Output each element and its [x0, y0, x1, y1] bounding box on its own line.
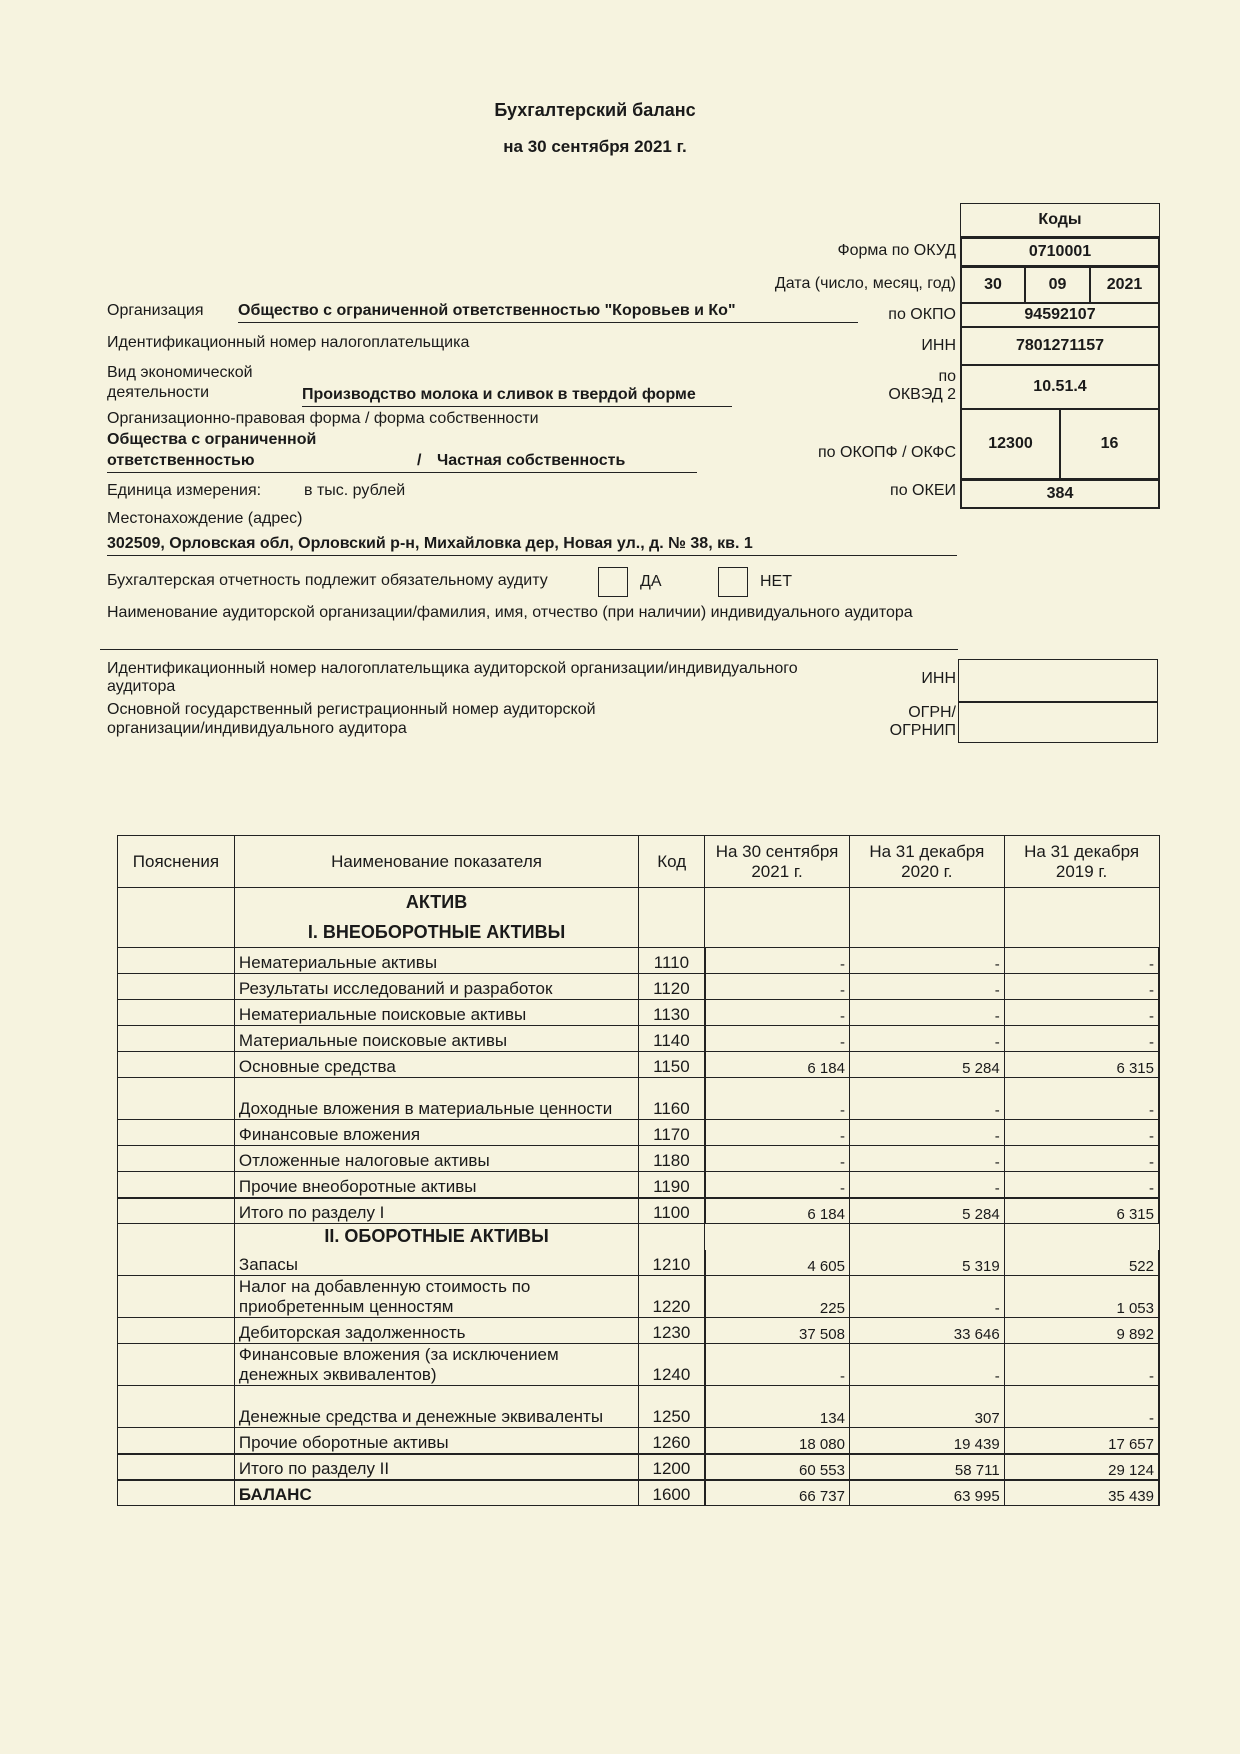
row-code: 1170: [639, 1120, 705, 1146]
row-name: Прочие внеоборотные активы: [234, 1172, 638, 1198]
col-2020: На 31 декабря 2020 г.: [849, 836, 1004, 888]
row-value-2020: 307: [849, 1386, 1004, 1428]
document-subtitle: на 30 сентября 2021 г.: [503, 137, 687, 156]
taxpayer-id-label: Идентификационный номер налогоплательщика: [107, 334, 470, 351]
row-value-2020: -: [849, 1078, 1004, 1120]
okved-label-1: по: [938, 368, 956, 385]
table-row: [118, 1172, 1160, 1198]
row-value-2019: 6 315: [1004, 1052, 1159, 1078]
row-value-2021: -: [705, 1146, 850, 1172]
address-value: 302509, Орловская обл, Орловский р-н, Михайловка дер, Новая ул., д. № 38, кв. 1: [107, 535, 957, 556]
table-row: [118, 1318, 1160, 1344]
row-value-2019: 9 892: [1004, 1318, 1159, 1344]
section-2-title: II. ОБОРОТНЫЕ АКТИВЫ: [234, 1224, 638, 1250]
row-code: 1140: [639, 1026, 705, 1052]
row-value-2019: 1 053: [1004, 1276, 1159, 1318]
row-name: Отложенные налоговые активы: [234, 1146, 638, 1172]
row-name: Нематериальные активы: [234, 948, 638, 974]
table-row: [118, 1454, 1160, 1480]
section-1-title: I. ВНЕОБОРОТНЫЕ АКТИВЫ: [234, 918, 638, 948]
row-value-2020: -: [849, 1172, 1004, 1198]
date-month: 09: [1025, 267, 1090, 303]
okei-code: 384: [960, 479, 1160, 509]
auditor-inn-box[interactable]: [958, 659, 1158, 702]
table-row: [118, 1078, 1160, 1120]
row-value-2019: 17 657: [1004, 1428, 1159, 1454]
audit-yes-label: ДА: [640, 573, 662, 590]
org-label: Организация: [107, 302, 204, 319]
legal-form-slash: /: [417, 452, 422, 469]
row-name: Материальные поисковые активы: [234, 1026, 638, 1052]
org-name: Общество с ограниченной ответственностью "Коровьев и Ко": [238, 302, 858, 323]
table-row: [118, 1250, 1160, 1276]
ogrn-code-label-2: ОГРНИП: [889, 722, 956, 739]
row-value-2020: 33 646: [849, 1318, 1004, 1344]
table-row: [118, 1198, 1160, 1224]
row-value-2021: -: [705, 1172, 850, 1198]
table-row: [118, 948, 1160, 974]
row-value-2019: -: [1004, 974, 1159, 1000]
row-value-2021: 225: [705, 1276, 850, 1318]
date-day: 30: [960, 267, 1025, 303]
date-year: 2021: [1090, 267, 1160, 303]
address-label: Местонахождение (адрес): [107, 510, 303, 527]
audit-yes-checkbox[interactable]: [598, 567, 628, 597]
row-code: 1250: [639, 1386, 705, 1428]
ogrn-label-1: Основной государственный регистрационный номер аудиторской: [107, 701, 596, 718]
auditor-inn-label-2: аудитора: [107, 678, 176, 695]
table-row: [118, 1386, 1160, 1428]
row-code: 1180: [639, 1146, 705, 1172]
ownership-value: Частная собственность: [437, 452, 626, 469]
auditor-name-line: [100, 648, 958, 650]
table-row: [118, 1344, 1160, 1386]
row-value-2019: 6 315: [1004, 1198, 1159, 1224]
row-value-2019: -: [1004, 1146, 1159, 1172]
row-code: 1160: [639, 1078, 705, 1120]
row-code: 1100: [639, 1198, 705, 1224]
row-value-2019: 522: [1004, 1250, 1159, 1276]
row-value-2021: 66 737: [705, 1480, 850, 1506]
row-value-2020: 5 319: [849, 1250, 1004, 1276]
row-name: Дебиторская задолженность: [234, 1318, 638, 1344]
row-code: 1260: [639, 1428, 705, 1454]
inn-label: ИНН: [921, 337, 956, 354]
row-name: Денежные средства и денежные эквиваленты: [234, 1386, 638, 1428]
okud-code: 0710001: [960, 237, 1160, 267]
row-value-2021: 37 508: [705, 1318, 850, 1344]
row-value-2021: -: [705, 1120, 850, 1146]
row-value-2019: -: [1004, 1172, 1159, 1198]
row-value-2019: -: [1004, 1120, 1159, 1146]
row-code: 1190: [639, 1172, 705, 1198]
balance-table: [117, 835, 1160, 1506]
row-name: Итого по разделу I: [234, 1198, 638, 1224]
unit-label: Единица измерения:: [107, 482, 262, 499]
audit-no-label: НЕТ: [760, 573, 792, 590]
okpo-code: 94592107: [960, 303, 1160, 327]
row-value-2020: -: [849, 1120, 1004, 1146]
ogrn-code-label-1: ОГРН/: [908, 704, 956, 721]
row-value-2021: 134: [705, 1386, 850, 1428]
row-code: 1120: [639, 974, 705, 1000]
row-name: Запасы: [234, 1250, 638, 1276]
unit-value: в тыс. рублей: [304, 482, 406, 499]
row-value-2020: 58 711: [849, 1454, 1004, 1480]
row-value-2021: -: [705, 974, 850, 1000]
row-value-2021: 18 080: [705, 1428, 850, 1454]
row-value-2020: -: [849, 1344, 1004, 1386]
inn-code: 7801271157: [960, 327, 1160, 365]
table-row: [118, 1146, 1160, 1172]
col-name: Наименование показателя: [234, 836, 638, 888]
row-code: 1230: [639, 1318, 705, 1344]
row-value-2020: -: [849, 1146, 1004, 1172]
row-value-2020: -: [849, 1026, 1004, 1052]
col-2021: На 30 сентября 2021 г.: [705, 836, 850, 888]
row-code: 1110: [639, 948, 705, 974]
okopf-code: 12300: [960, 409, 1060, 479]
row-code: 1200: [639, 1454, 705, 1480]
row-value-2019: 35 439: [1004, 1480, 1159, 1506]
audit-no-checkbox[interactable]: [718, 567, 748, 597]
okved-code: 10.51.4: [960, 365, 1160, 409]
row-value-2019: -: [1004, 1386, 1159, 1428]
row-value-2021: 6 184: [705, 1198, 850, 1224]
okei-label: по ОКЕИ: [890, 482, 956, 499]
row-value-2019: -: [1004, 1078, 1159, 1120]
table-row: [118, 1052, 1160, 1078]
okved-label-2: ОКВЭД 2: [888, 386, 956, 403]
row-value-2020: -: [849, 974, 1004, 1000]
row-value-2021: 60 553: [705, 1454, 850, 1480]
row-value-2019: -: [1004, 1000, 1159, 1026]
row-name: Результаты исследований и разработок: [234, 974, 638, 1000]
row-name: Прочие оборотные активы: [234, 1428, 638, 1454]
table-row: [118, 1480, 1160, 1506]
row-code: 1600: [639, 1480, 705, 1506]
audit-question: Бухгалтерская отчетность подлежит обязательному аудиту: [107, 572, 548, 589]
okopf-label: по ОКОПФ / ОКФС: [818, 444, 956, 461]
table-row: [118, 1428, 1160, 1454]
row-value-2020: 5 284: [849, 1052, 1004, 1078]
date-label: Дата (число, месяц, год): [774, 275, 956, 292]
row-value-2019: -: [1004, 948, 1159, 974]
ogrn-box[interactable]: [958, 702, 1158, 743]
legal-form-line-2: [107, 452, 697, 473]
row-value-2021: -: [705, 1000, 850, 1026]
row-value-2021: -: [705, 1078, 850, 1120]
row-value-2020: 63 995: [849, 1480, 1004, 1506]
row-value-2020: -: [849, 948, 1004, 974]
legal-form-label: Организационно-правовая форма / форма собственности: [107, 410, 539, 427]
row-value-2019: -: [1004, 1026, 1159, 1052]
document-title: Бухгалтерский баланс: [494, 100, 696, 120]
row-name: Финансовые вложения: [234, 1120, 638, 1146]
table-row: [118, 1000, 1160, 1026]
codes-header: Коды: [960, 203, 1160, 237]
table-row: [118, 974, 1160, 1000]
activity-value: Производство молока и сливок в твердой форме: [302, 386, 732, 407]
okud-label: Форма по ОКУД: [837, 242, 956, 259]
row-value-2020: -: [849, 1000, 1004, 1026]
okfs-code: 16: [1060, 409, 1160, 479]
row-value-2021: -: [705, 1026, 850, 1052]
table-row: [118, 1276, 1160, 1318]
row-value-2021: -: [705, 948, 850, 974]
row-name: Нематериальные поисковые активы: [234, 1000, 638, 1026]
row-name: Основные средства: [234, 1052, 638, 1078]
row-value-2021: -: [705, 1344, 850, 1386]
activity-label-1: Вид экономической: [107, 364, 253, 381]
row-code: 1150: [639, 1052, 705, 1078]
col-notes: Пояснения: [118, 836, 235, 888]
table-row: [118, 1120, 1160, 1146]
row-name: Итого по разделу II: [234, 1454, 638, 1480]
row-value-2021: 6 184: [705, 1052, 850, 1078]
okpo-label: по ОКПО: [888, 306, 956, 323]
row-name: Налог на добавленную стоимость по приобретенным ценностям: [234, 1276, 638, 1318]
asset-title: АКТИВ: [234, 888, 638, 918]
row-value-2021: 4 605: [705, 1250, 850, 1276]
ogrn-label-2: организации/индивидуального аудитора: [107, 720, 407, 737]
auditor-name-label: Наименование аудиторской организации/фамилия, имя, отчество (при наличии) индивидуального аудитора: [107, 604, 913, 621]
row-name: БАЛАНС: [234, 1480, 638, 1506]
legal-form-value: ответственностью: [107, 452, 255, 469]
row-name: Финансовые вложения (за исключением денежных эквивалентов): [234, 1344, 638, 1386]
row-value-2020: 5 284: [849, 1198, 1004, 1224]
row-value-2020: 19 439: [849, 1428, 1004, 1454]
legal-form-line-1: Общества с ограниченной: [107, 431, 317, 448]
activity-label-2: деятельности: [107, 384, 210, 401]
table-row: [118, 1026, 1160, 1052]
row-value-2020: -: [849, 1276, 1004, 1318]
row-code: 1240: [639, 1344, 705, 1386]
row-value-2019: -: [1004, 1344, 1159, 1386]
row-code: 1130: [639, 1000, 705, 1026]
row-code: 1210: [639, 1250, 705, 1276]
col-code: Код: [639, 836, 705, 888]
row-value-2019: 29 124: [1004, 1454, 1159, 1480]
row-code: 1220: [639, 1276, 705, 1318]
row-name: Доходные вложения в материальные ценности: [234, 1078, 638, 1120]
auditor-inn-label-1: Идентификационный номер налогоплательщика аудиторской организации/индивидуального: [107, 660, 798, 677]
auditor-inn-code-label: ИНН: [921, 670, 956, 687]
col-2019: На 31 декабря 2019 г.: [1004, 836, 1159, 888]
